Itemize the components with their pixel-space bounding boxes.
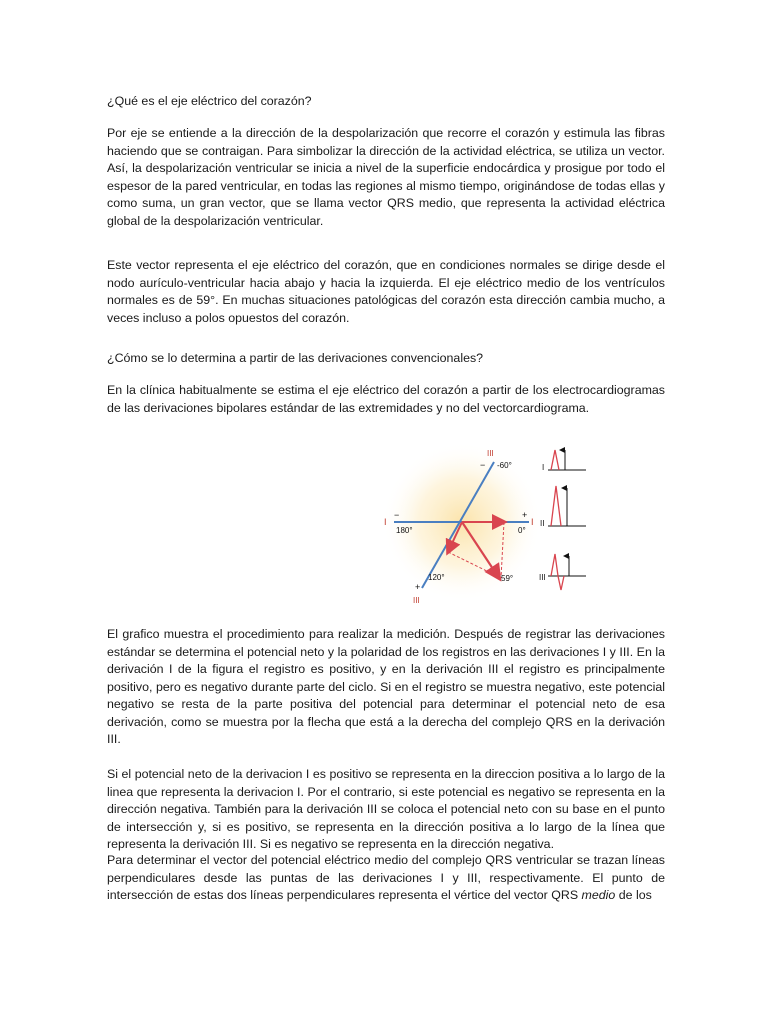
ecg-label-III: III <box>539 573 546 582</box>
label-minus-top: − <box>480 460 486 470</box>
paragraph-clinica: En la clínica habitualmente se estima el eje eléctrico del corazón a partir de los electrocardiogramas de las derivaciones bipolares estándar de las extremidades y no del vectorcardiograma. <box>107 383 665 415</box>
axis-diagram <box>272 440 612 610</box>
ecg-label-II: II <box>540 519 545 528</box>
label-lead-I-left: I <box>384 517 387 527</box>
paragraph-vector-medio-b: de los <box>615 888 652 902</box>
heading-como-determinar: ¿Cómo se lo determina a partir de las derivaciones convencionales? <box>107 351 484 365</box>
label-angle-180: 180° <box>396 526 413 535</box>
label-plus-bottom: + <box>415 582 421 592</box>
label-angle-0: 0° <box>518 526 526 535</box>
paragraph-definicion: Por eje se entiende a la dirección de la despolarización que recorre el corazón y estimula las fibras haciendo que se contraigan. Para simbolizar la dirección de la actividad eléctrica, se utiliza un vector. Así, la despolarización ventricular se inicia a nivel de la superficie endocárdica y prosigue por todo el espesor de la pared ventricular, en todas las regiones al mismo tiempo, originándose de todas ellas y como suma, un gran vector, que se llama vector QRS medio, que representa la actividad eléctrica global de la despolarización ventricular. <box>107 126 665 228</box>
heading-eje-electrico: ¿Qué es el eje eléctrico del corazón? <box>107 94 312 108</box>
ecg-label-I: I <box>542 463 545 472</box>
label-plus-right: + <box>522 510 528 520</box>
ecg-lead-II <box>540 486 586 528</box>
label-angle-neg60: -60° <box>497 461 512 470</box>
paragraph-vector: Este vector representa el eje eléctrico del corazón, que en condiciones normales se dirige desde el nodo aurículo-ventricular hacia abajo y hacia la izquierda. El eje eléctrico medio de los ventrículos normales es de 59°. En muchas situaciones patológicas del corazón esta dirección cambia mucho, a veces incluso a polos opuestos del corazón. <box>107 258 665 325</box>
label-lead-III-bottom: III <box>413 596 420 605</box>
label-minus-left: − <box>394 510 400 520</box>
ecg-lead-III <box>539 554 586 590</box>
ecg-lead-I <box>542 450 586 472</box>
label-lead-I-right: I <box>531 517 534 527</box>
paragraph-procedimiento: El grafico muestra el procedimiento para realizar la medición. Después de registrar las derivaciones estándar se determina el potencial neto y la polaridad de los registros en las derivaciones I y III. En la derivación I de la figura el registro es positivo, y en la derivación III el registro es principalmente positivo, pero es negativo durante parte del ciclo. Si en el registro se muestra negativo, este potencial negativo se resta de la parte positiva del potencial para determinar el potencial neto de esa derivación, como se muestra por la flecha que está a la derecha del complejo QRS en la derivación III. <box>107 627 665 746</box>
label-angle-59: 59° <box>501 574 514 583</box>
paragraph-vector-medio <box>107 852 665 905</box>
paragraph-potencial-neto: Si el potencial neto de la derivacion I es positivo se representa en la direccion positiva a lo largo de la linea que representa la derivacion I. Por el contrario, si este potencial es negativo se representa en la dirección negativa. También para la derivación III se coloca el potencial neto con su base en el punto de intersección y, si es positivo, se representa en la dirección positiva a lo largo de la línea que representa la derivación III. Si es negativo se representa en la dirección negativa. <box>107 767 665 851</box>
paragraph-vector-medio-a: Para determinar el vector del potencial eléctrico medio del complejo QRS ventricular se trazan líneas perpendiculares desde las puntas de las derivaciones I y III, respectivamente. El punto de intersección de estas dos líneas perpendiculares representa el vértice del vector QRS <box>107 853 665 902</box>
label-lead-III-top: III <box>487 449 494 458</box>
emphasis-medio: medio <box>581 888 616 902</box>
label-angle-120: 120° <box>428 573 445 582</box>
hexaxial-figure <box>272 440 612 610</box>
